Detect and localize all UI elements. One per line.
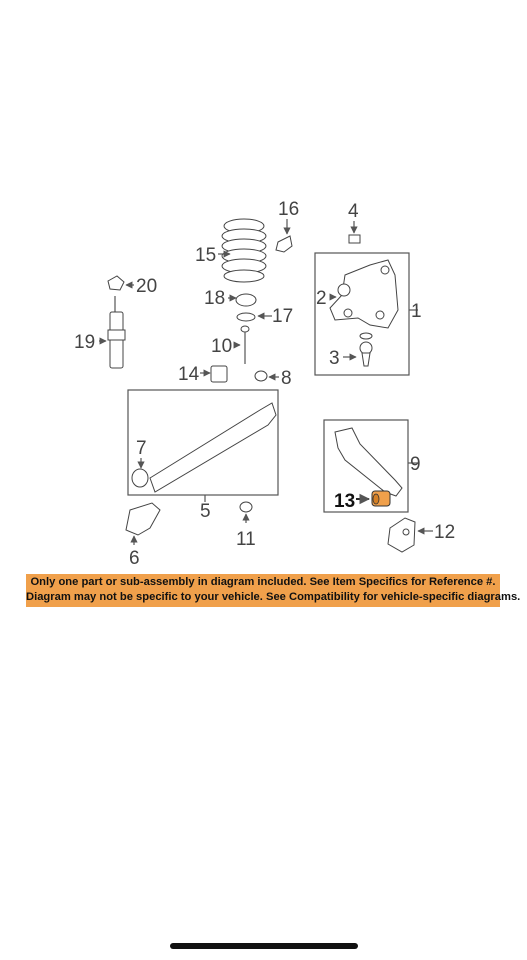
part-17-washer bbox=[237, 313, 272, 321]
callout-1: 1 bbox=[411, 301, 422, 322]
callout-15: 15 bbox=[195, 245, 217, 266]
part-13-highlighted-bushing bbox=[356, 491, 390, 506]
home-indicator[interactable] bbox=[170, 943, 358, 949]
callout-16: 16 bbox=[278, 199, 300, 220]
callout-2: 2 bbox=[316, 288, 327, 309]
part-20-nut bbox=[108, 276, 134, 290]
part-5-radius-arm bbox=[132, 403, 276, 502]
part-6-bracket bbox=[126, 503, 160, 545]
callout-6: 6 bbox=[129, 548, 140, 569]
callout-13: 13 bbox=[334, 491, 356, 512]
callout-12: 12 bbox=[434, 522, 456, 543]
callout-19: 19 bbox=[74, 332, 96, 353]
part-3-ball-joint bbox=[343, 333, 372, 366]
callout-9: 9 bbox=[410, 454, 421, 475]
callout-14: 14 bbox=[178, 364, 200, 385]
part-4-nut bbox=[349, 221, 360, 243]
part-2-ball-joint bbox=[330, 284, 350, 297]
callout-20: 20 bbox=[136, 276, 158, 297]
callout-17: 17 bbox=[272, 306, 294, 327]
part-19-shock bbox=[99, 296, 125, 368]
part-8-bolt bbox=[255, 371, 279, 381]
callout-5: 5 bbox=[200, 501, 211, 522]
part-15-coil-spring bbox=[218, 219, 266, 282]
part-10-bolt bbox=[235, 326, 249, 364]
part-14-bushing bbox=[200, 366, 227, 382]
part-11-nut bbox=[240, 502, 252, 523]
callout-7: 7 bbox=[136, 438, 147, 459]
part-18-insulator bbox=[228, 294, 256, 306]
callout-18: 18 bbox=[204, 288, 226, 309]
callout-3: 3 bbox=[329, 348, 340, 369]
part-12-bracket bbox=[388, 518, 433, 552]
callout-10: 10 bbox=[211, 336, 233, 357]
disclaimer-banner bbox=[26, 574, 521, 607]
disclaimer-line-2: Diagram may not be specific to your vehicle. See Compatibility for vehicle-specific diagrams. bbox=[26, 591, 521, 603]
callout-11: 11 bbox=[236, 529, 256, 550]
callout-4: 4 bbox=[348, 201, 359, 222]
disclaimer-line-1: Only one part or sub-assembly in diagram included. See Item Specifics for Reference #. bbox=[30, 576, 496, 588]
part-9-arm bbox=[335, 428, 418, 496]
callout-8: 8 bbox=[281, 368, 292, 389]
part-16-bracket bbox=[276, 219, 292, 252]
